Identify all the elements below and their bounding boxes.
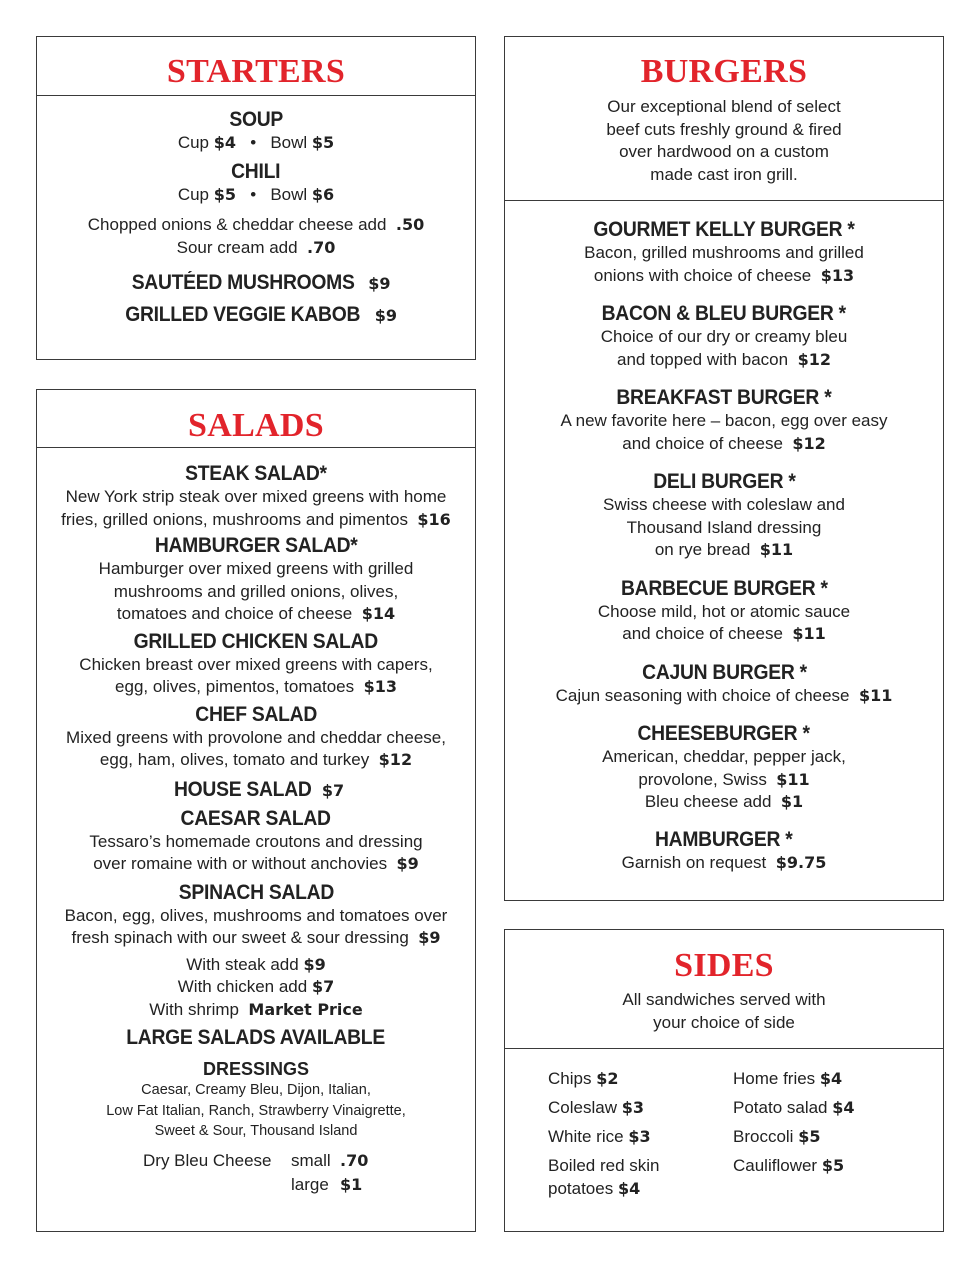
sides-section	[504, 929, 944, 1232]
desc-text: tomatoes and choice of cheese	[116, 604, 353, 623]
bbq-burger-desc-price	[505, 623, 943, 646]
dry-bleu-small-label: small	[291, 1150, 331, 1170]
addon-text: Sour cream add	[176, 237, 298, 257]
desc-text: and topped with bacon	[617, 349, 789, 369]
chicken-salad-price: $13	[363, 677, 397, 696]
spinach-salad-price: $9	[418, 928, 441, 947]
house-salad-item	[37, 777, 475, 802]
spinach-salad-name: SPINACH SALAD	[178, 880, 334, 904]
side-price: $5	[821, 1156, 845, 1175]
soup-name: SOUP	[229, 108, 283, 131]
side-price: $3	[628, 1127, 651, 1146]
hamburger-desc-price	[505, 852, 943, 875]
caesar-salad-name: CAESAR SALAD	[180, 806, 332, 830]
caesar-salad-price: $9	[396, 854, 419, 873]
deli-burger-desc-price	[505, 539, 943, 562]
hamburger-name: HAMBURGER *	[655, 827, 793, 851]
hamburger-salad-desc: mushrooms and grilled onions, olives,	[113, 581, 399, 601]
kabob-price: $9	[374, 306, 398, 325]
bullet-separator: •	[250, 184, 257, 204]
salads-title: SALADS	[188, 407, 324, 444]
dry-bleu-large-price: $1	[340, 1174, 363, 1194]
side-item	[733, 1154, 913, 1177]
desc-text: provolone, Swiss	[638, 769, 767, 789]
side-item	[548, 1154, 728, 1200]
burgers-intro	[505, 96, 943, 186]
hamburger-salad-desc-price	[37, 603, 475, 626]
mushrooms-item	[37, 270, 475, 295]
hamburger-salad-desc: Hamburger over mixed greens with grilled	[98, 559, 414, 578]
desc-text: onions with choice of cheese	[593, 265, 812, 285]
addon-text: Chopped onions & cheddar cheese add	[87, 215, 387, 234]
chicken-salad-desc: Chicken breast over mixed greens with capers,	[79, 654, 433, 674]
cajun-burger-name: CAJUN BURGER *	[641, 660, 807, 684]
deli-burger-price: $11	[759, 540, 794, 559]
soup-prices	[37, 132, 475, 155]
dry-bleu-small-price: .70	[340, 1150, 369, 1170]
onion-cheese-addon	[37, 214, 475, 237]
side-name: Cauliflower	[733, 1156, 818, 1175]
chili-prices	[37, 184, 475, 207]
chicken-salad-name: GRILLED CHICKEN SALAD	[133, 629, 379, 653]
kabob-item	[37, 302, 475, 327]
addon-price: $7	[311, 977, 335, 996]
sides-header	[505, 930, 943, 1049]
mushrooms-price: $9	[368, 274, 391, 293]
sides-title: SIDES	[674, 947, 774, 984]
bullet-separator: •	[250, 133, 257, 152]
dry-bleu-label: Dry Bleu Cheese	[143, 1150, 272, 1170]
soup-cup-price: $4	[213, 133, 237, 152]
intro-line: Our exceptional blend of select	[607, 97, 841, 116]
steak-salad-desc-price	[37, 509, 475, 532]
house-salad-name: HOUSE SALAD	[173, 777, 312, 801]
side-name: potatoes	[548, 1179, 614, 1198]
side-item	[733, 1122, 913, 1151]
dry-bleu-large-label: large	[291, 1174, 329, 1194]
addon-price: .50	[395, 215, 425, 234]
add-steak	[37, 954, 475, 977]
bacon-bleu-burger-desc: Choice of our dry or creamy bleu	[600, 327, 848, 346]
addon-price: $9	[303, 954, 326, 974]
mushrooms-name: SAUTÉED MUSHROOMS	[131, 271, 355, 294]
dressings-list: Low Fat Italian, Ranch, Strawberry Vinaigrette,	[106, 1102, 406, 1119]
desc-text: on rye bread	[654, 540, 751, 559]
sour-cream-addon	[37, 237, 475, 260]
side-item	[548, 1064, 728, 1093]
deli-burger-desc: Swiss cheese with coleslaw and	[603, 495, 845, 514]
dressings-title: DRESSINGS	[202, 1059, 310, 1079]
desc-text: Cajun seasoning with choice of cheese	[555, 685, 850, 705]
chef-salad-name: CHEF SALAD	[195, 702, 317, 726]
hamburger-salad-price: $14	[361, 604, 396, 623]
steak-salad-name: STEAK SALAD*	[185, 462, 327, 485]
intro-line: made cast iron grill.	[650, 164, 798, 184]
side-item	[548, 1093, 728, 1122]
addon-price: $1	[780, 792, 804, 811]
addon-text: With steak add	[186, 954, 299, 974]
hamburger-price: $9.75	[775, 852, 827, 872]
bbq-burger-desc: Choose mild, hot or atomic sauce	[597, 601, 851, 621]
side-price: $3	[621, 1098, 644, 1117]
side-item	[733, 1093, 913, 1122]
addon-text: With chicken add	[177, 977, 308, 996]
market-price: Market Price	[248, 999, 363, 1019]
gourmet-burger-price: $13	[820, 265, 855, 285]
starters-header	[37, 37, 475, 96]
burgers-header	[505, 37, 943, 201]
chili-name: CHILI	[231, 159, 281, 183]
bacon-bleu-burger-desc-price	[505, 349, 943, 372]
steak-salad-price: $16	[417, 509, 451, 529]
chef-salad-desc-price	[37, 749, 475, 772]
intro-line: over hardwood on a custom	[619, 142, 829, 161]
salads-body	[37, 448, 475, 1196]
sides-intro	[505, 989, 943, 1034]
sides-right-column	[733, 1064, 913, 1177]
chili-cup-price: $5	[213, 184, 237, 204]
large-salads-note: LARGE SALADS AVAILABLE	[126, 1026, 386, 1049]
starters-body	[37, 96, 475, 327]
desc-text: fries, grilled onions, mushrooms and pimentos	[61, 509, 408, 529]
breakfast-burger-desc-price	[505, 433, 943, 456]
desc-text: Garnish on request	[621, 852, 767, 872]
salads-section	[36, 389, 476, 1232]
starters-title: STARTERS	[166, 53, 346, 90]
breakfast-burger-name: BREAKFAST BURGER *	[616, 386, 832, 409]
side-price: $2	[596, 1069, 619, 1088]
sides-left-column	[548, 1064, 728, 1200]
side-name: Coleslaw	[548, 1098, 617, 1117]
cheeseburger-price: $11	[776, 769, 810, 789]
desc-text: over romaine with or without anchovies	[93, 854, 388, 873]
dressings-list: Caesar, Creamy Bleu, Dijon, Italian,	[141, 1082, 371, 1098]
bbq-burger-name: BARBECUE BURGER *	[620, 576, 828, 600]
side-item	[548, 1122, 728, 1151]
bbq-burger-price: $11	[792, 624, 826, 643]
spinach-salad-desc-price	[37, 927, 475, 950]
deli-burger-desc: Thousand Island dressing	[626, 517, 822, 537]
gourmet-burger-name: GOURMET KELLY BURGER *	[593, 218, 855, 241]
desc-text: egg, olives, pimentos, tomatoes	[115, 677, 355, 696]
chili-cup-label: Cup	[177, 184, 210, 204]
intro-line: beef cuts freshly ground & fired	[606, 119, 842, 139]
desc-text: egg, ham, olives, tomato and turkey	[99, 750, 370, 769]
addon-text: With shrimp	[149, 999, 239, 1019]
cajun-burger-desc-price	[505, 685, 943, 708]
addon-text: Bleu cheese add	[644, 792, 772, 811]
soup-cup-label: Cup	[177, 133, 210, 152]
house-salad-price: $7	[321, 780, 345, 800]
dry-bleu-cheese	[37, 1148, 475, 1196]
bacon-bleu-burger-name: BACON & BLEU BURGER *	[601, 302, 847, 325]
chef-salad-desc: Mixed greens with provolone and cheddar cheese,	[66, 727, 446, 747]
cheeseburger-name: CHEESEBURGER *	[637, 722, 811, 745]
side-price: $4	[832, 1098, 855, 1117]
intro-line: your choice of side	[653, 1012, 795, 1032]
soup-bowl-label: Bowl	[270, 133, 308, 152]
dressings-list: Sweet & Sour, Thousand Island	[154, 1123, 358, 1139]
soup-bowl-price: $5	[311, 133, 335, 152]
side-name: Potato salad	[733, 1098, 828, 1117]
chef-salad-price: $12	[378, 750, 413, 769]
burgers-section	[504, 36, 944, 901]
side-name: Chips	[548, 1069, 592, 1088]
kabob-name: GRILLED VEGGIE KABOB	[125, 303, 361, 326]
gourmet-burger-desc: Bacon, grilled mushrooms and grilled	[584, 243, 864, 262]
hamburger-salad-name: HAMBURGER SALAD*	[154, 534, 358, 557]
spinach-salad-desc: Bacon, egg, olives, mushrooms and tomatoes over	[64, 905, 448, 925]
side-name: White rice	[548, 1127, 624, 1146]
burgers-title: BURGERS	[640, 53, 808, 90]
bleu-cheese-addon	[505, 791, 943, 814]
desc-text: and choice of cheese	[622, 624, 783, 643]
burgers-body	[505, 201, 943, 874]
side-price: $5	[798, 1127, 821, 1146]
cajun-burger-price: $11	[858, 685, 893, 705]
breakfast-burger-price: $12	[792, 433, 826, 453]
chili-bowl-label: Bowl	[270, 184, 308, 204]
side-price: $4	[617, 1179, 641, 1198]
steak-salad-desc: New York strip steak over mixed greens with home	[65, 487, 447, 506]
side-price: $4	[819, 1069, 843, 1088]
desc-text: fresh spinach with our sweet & sour dressing	[71, 928, 409, 947]
side-item	[733, 1064, 913, 1093]
desc-text: and choice of cheese	[622, 433, 783, 453]
add-chicken	[37, 976, 475, 999]
salads-header	[37, 390, 475, 448]
side-name: Home fries	[733, 1069, 816, 1088]
addon-price: .70	[307, 237, 336, 257]
side-name: Boiled red skin	[548, 1156, 660, 1175]
chili-bowl-price: $6	[311, 184, 335, 204]
intro-line: All sandwiches served with	[622, 990, 826, 1009]
starters-section	[36, 36, 476, 360]
bacon-bleu-burger-price: $12	[797, 349, 831, 369]
caesar-salad-desc: Tessaro’s homemade croutons and dressing	[89, 831, 423, 851]
breakfast-burger-desc: A new favorite here – bacon, egg over easy	[560, 411, 888, 430]
deli-burger-name: DELI BURGER *	[652, 470, 796, 493]
add-shrimp	[37, 999, 475, 1022]
cheeseburger-desc-price	[505, 769, 943, 792]
caesar-salad-desc-price	[37, 853, 475, 876]
chicken-salad-desc-price	[37, 676, 475, 699]
side-name: Broccoli	[733, 1127, 794, 1146]
gourmet-burger-desc-price	[505, 265, 943, 288]
cheeseburger-desc: American, cheddar, pepper jack,	[602, 747, 846, 766]
